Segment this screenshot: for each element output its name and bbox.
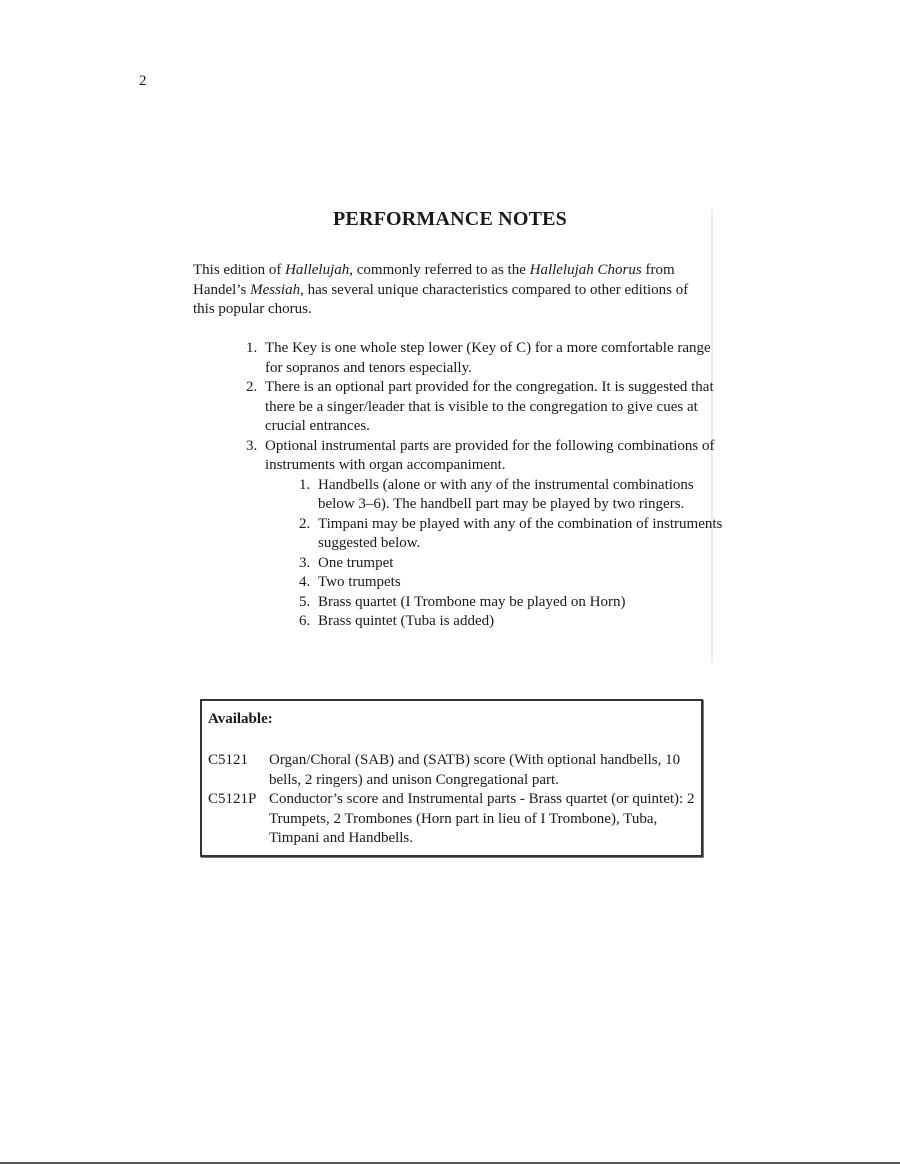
sublist-item-text: Timpani may be played with any of the combination of instruments suggested below. [318, 515, 723, 551]
sublist-item-number: 4. [299, 574, 311, 590]
sublist-item-text: Two trumpets [318, 574, 401, 590]
intro-title-messiah: Messiah, [250, 281, 304, 298]
intro-title-hallelujah-chorus: Hallelujah Chorus [529, 262, 642, 278]
list-item-number: 1. [246, 340, 258, 356]
list-item-text: There is an optional part provided for the congregation. It is suggested that there be a singer/leader that is visible to the congregation to give cues at crucial entrances. [265, 379, 714, 434]
available-heading: Available: [208, 711, 273, 727]
sublist-item-text: Brass quintet (Tuba is added) [318, 613, 495, 629]
available-item [208, 790, 698, 849]
sublist-item-number: 3. [299, 554, 311, 571]
performance-notes-list [246, 339, 723, 632]
list-item [246, 339, 716, 378]
catalog-code: C5121P [208, 791, 257, 807]
intro-text-3: from Handel’s [193, 262, 675, 298]
sublist-item [299, 476, 726, 515]
list-item [246, 437, 716, 476]
sublist-item-number: 6. [299, 613, 311, 629]
available-item [208, 751, 698, 790]
sublist-item [299, 515, 726, 554]
list-item-number: 2. [246, 379, 258, 395]
list-item [246, 378, 716, 437]
sublist-item-number: 2. [299, 515, 311, 532]
intro-title-hallelujah: Hallelujah, [285, 262, 353, 278]
available-box [200, 699, 703, 857]
sublist-item-number: 5. [299, 593, 311, 610]
intro-text-2: commonly referred to as the [353, 262, 530, 278]
intro-text-4: has several unique characteristics compared to other editions of this popular chorus. [193, 281, 689, 317]
list-item-text: The Key is one whole step lower (Key of C) for a more comfortable range for sopranos and tenors especially. [265, 340, 711, 376]
sublist-item-text: One trumpet [318, 554, 394, 571]
intro-text-1: This edition of [193, 262, 286, 278]
sublist-item [299, 593, 726, 613]
page-number: 2 [139, 73, 147, 89]
intro-paragraph [193, 261, 713, 320]
catalog-description: Conductor’s score and Instrumental parts - Brass quartet (or quintet): 2 Trumpets, 2 Trombones (Horn part in lieu of I Trombone), Tuba, Timpani and Handbells. [269, 791, 695, 846]
sublist-item-text: Handbells (alone or with any of the instrumental combinations below 3–6). The handbell part may be played by two ringers. [318, 476, 694, 512]
catalog-description: Organ/Choral (SAB) and (SATB) score (With optional handbells, 10 bells, 2 ringers) and unison Congregational part. [269, 752, 681, 788]
list-item-text: Optional instrumental parts are provided for the following combinations of instruments with organ accompaniment. [265, 437, 715, 473]
sublist-item [299, 612, 726, 632]
sublist-item [299, 554, 726, 574]
list-item-number: 3. [246, 437, 258, 454]
catalog-code: C5121 [208, 752, 249, 768]
sublist-item-number: 1. [299, 476, 311, 493]
sublist-item-text: Brass quartet (I Trombone may be played on Horn) [318, 593, 626, 610]
page-title: PERFORMANCE NOTES [333, 208, 567, 230]
instrument-options-sublist [299, 476, 726, 632]
sublist-item [299, 573, 726, 593]
